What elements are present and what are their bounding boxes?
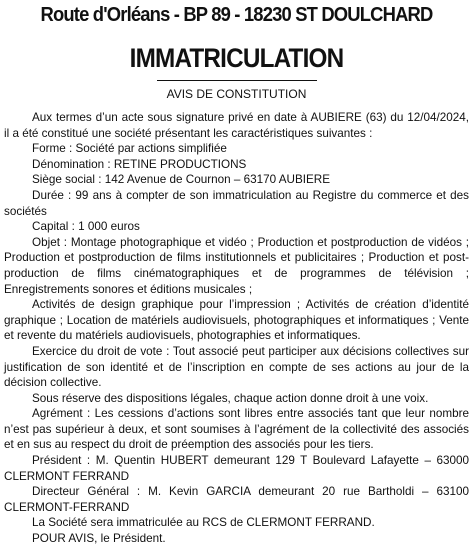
legal-notice-page	[0, 3, 473, 546]
general-director-paragraph: Directeur Général : M. Kevin GARCIA demeurant 20 rue Bartholdi – 63100 CLERMONT-FERRAND	[4, 485, 469, 514]
company-name-line: Dénomination : RETINE PRODUCTIONS	[32, 157, 247, 171]
voting-rights-paragraph: Exercice du droit de vote : Tout associé peut participer aux décisions collectives sur justification de son identité et de l’inscription en compte de ses actions au jour de la décision collective.	[4, 344, 469, 390]
signature-line: POUR AVIS, le Président.	[32, 532, 166, 546]
capital-line: Capital : 1 000 euros	[32, 220, 140, 234]
notice-heading: IMMATRICULATION	[129, 43, 344, 73]
voting-reserve-line: Sous réserve des dispositions légales, chaque action donne droit à une voix.	[32, 391, 429, 405]
heading-divider	[157, 80, 317, 81]
purpose-paragraph: Objet : Montage photographique et vidéo ; Production et postproduction de vidéos ; Production et postproduction de films institutionnels et publicitaires ; Production et post-production de films cinématographiques et de programmes de télévision ; Enregistrements sonores et éditions musicales ;	[4, 235, 469, 296]
intro-paragraph: Aux termes d’un acte sous signature privé en date à AUBIERE (63) du 12/04/2024, il a été constitué une société présentant les caractéristiques suivantes :	[4, 111, 469, 140]
activities-paragraph: Activités de design graphique pour l’impression ; Activités de création d’identité graphique ; Location de matériels audiovisuels, photographiques et informatiques ; Vente et revente du matériels audiovisuels, photographies et informatiques.	[4, 298, 469, 343]
duration-line: Durée : 99 ans à compter de son immatriculation au Registre du commerce et des sociétés	[4, 188, 469, 218]
notice-body	[4, 110, 469, 547]
president-paragraph: Président : M. Quentin HUBERT demeurant 129 T Boulevard Lafayette – 63000 CLERMONT FERRAND	[4, 454, 469, 483]
notice-subheading: AVIS DE CONSTITUTION	[166, 87, 307, 101]
form-line: Forme : Société par actions simplifiée	[32, 142, 227, 156]
approval-paragraph: Agrément : Les cessions d’actions sont libres entre associés tant que leur nombre n’est pas supérieur à deux, et sont soumises à l’agrément de la collectivité des associés et en sus au respect du droit de préemption des associés pour les tiers.	[4, 407, 469, 452]
registration-line: La Société sera immatriculée au RCS de CLERMONT FERRAND.	[32, 516, 375, 530]
publisher-address: Route d'Orléans - BP 89 - 18230 ST DOULCHARD	[40, 4, 433, 26]
registered-office-line: Siège social : 142 Avenue de Cournon – 63170 AUBIERE	[32, 173, 331, 187]
